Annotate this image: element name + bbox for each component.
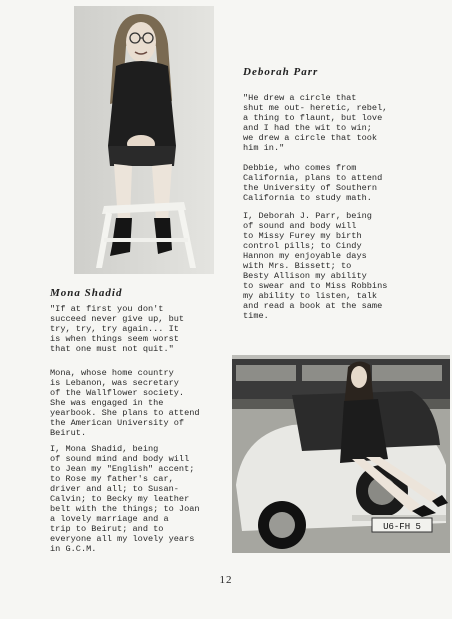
deborah-name: Deborah Parr: [243, 66, 319, 78]
mona-will: I, Mona Shadid, being of sound mind and body will to Jean my "English" accent; to Rose my father's car, driver and all; to Susan- Calvin; to Becky my leather belt with the things; to Joan a lovely marriage and a trip to Beirut; and to everyone all my lovely years in G.C.M.: [50, 444, 200, 554]
page-number: 12: [219, 574, 233, 586]
deborah-bio: Debbie, who comes from California, plans to attend the University of Southern California to study math.: [243, 163, 383, 203]
mona-portrait-photo: [74, 6, 214, 274]
deborah-will: I, Deborah J. Parr, being of sound and body will to Missy Furey my birth control pills; to Cindy Hannon my enjoyable days with Mrs. Bissett; to Besty Allison my ability to swear and to Miss Robbins my ability to listen, talk and read a book at the same time.: [243, 211, 388, 321]
license-plate-text: U6-FH 5: [383, 522, 421, 532]
deborah-quote: "He drew a circle that shut me out- heretic, rebel, a thing to flaunt, but love and I had the wit to win; we drew a circle that took him in.": [243, 93, 388, 153]
deborah-car-photo: [232, 355, 450, 553]
mona-quote: "If at first you don't succeed never give up, but try, try, try again... It is when things seem worst that one must not quit.": [50, 304, 185, 354]
mona-bio: Mona, whose home country is Lebanon, was secretary of the Wallflower society. She was engaged in the yearbook. She plans to attend the American University of Beirut.: [50, 368, 200, 438]
mona-name: Mona Shadid: [50, 287, 123, 299]
